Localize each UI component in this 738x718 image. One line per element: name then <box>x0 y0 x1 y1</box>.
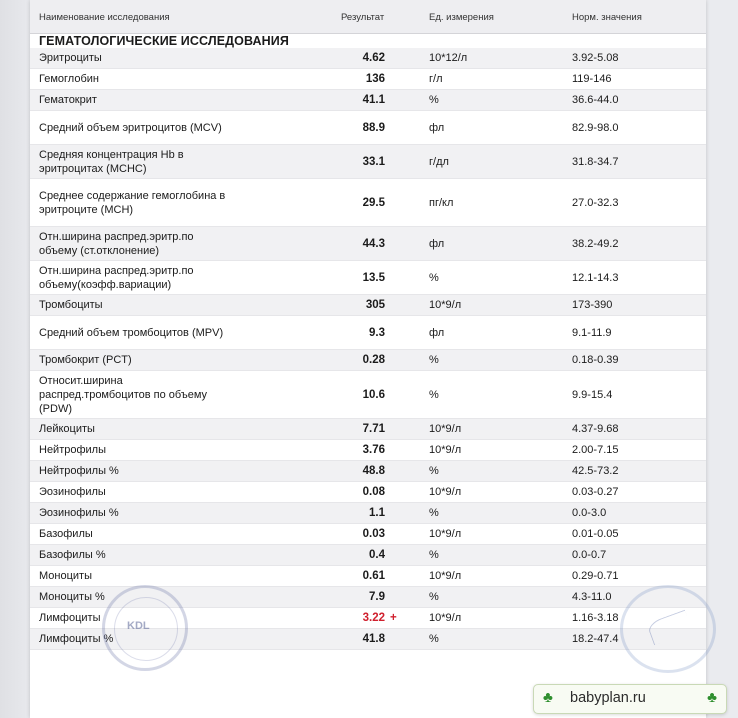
test-result: 10.6 <box>362 388 385 401</box>
test-name: Эозинофилы % <box>39 507 119 519</box>
test-name: Тромбокрит (PCT) <box>39 354 132 366</box>
test-unit: фл <box>429 121 445 134</box>
clover-icon: ♣ <box>543 689 553 706</box>
test-unit: % <box>429 271 439 284</box>
stamp-logo: KDL <box>127 620 150 632</box>
test-unit: г/дл <box>429 155 449 168</box>
reference-range: 0.29-0.71 <box>572 570 619 582</box>
table-row <box>30 482 706 503</box>
reference-range: 36.6-44.0 <box>572 94 619 106</box>
table-row <box>30 48 706 69</box>
test-result: 305 <box>365 299 385 311</box>
reference-range: 9.1-11.9 <box>572 326 612 339</box>
table-row <box>30 261 706 295</box>
test-unit: пг/кл <box>429 196 454 209</box>
test-result: 0.03 <box>362 528 385 540</box>
table-row <box>30 316 706 350</box>
test-name: Базофилы <box>39 528 93 540</box>
reference-range: 2.00-7.15 <box>572 444 619 456</box>
test-result: 13.5 <box>362 271 385 284</box>
test-unit: 10*9/л <box>429 444 462 456</box>
test-name: Тромбоциты <box>39 299 103 311</box>
test-result: 88.9 <box>362 121 385 134</box>
test-unit: % <box>429 633 439 645</box>
test-name: Относит.ширина распред.тромбоцитов по объему (PDW) <box>39 374 208 415</box>
test-unit: 10*9/л <box>429 528 462 540</box>
test-name: Моноциты <box>39 570 92 582</box>
table-row <box>30 524 706 545</box>
test-unit: 10*12/л <box>429 52 468 64</box>
test-result: 1.1 <box>369 507 385 519</box>
test-result: 4.62 <box>362 52 385 64</box>
section-title: ГЕМАТОЛОГИЧЕСКИЕ ИССЛЕДОВАНИЯ <box>39 34 289 48</box>
reference-range: 38.2-49.2 <box>572 237 619 250</box>
table-row <box>30 295 706 316</box>
header-result: Результат <box>341 12 385 23</box>
test-result: 0.08 <box>362 486 385 498</box>
test-name: Базофилы % <box>39 549 106 561</box>
lab-stamp <box>102 585 188 671</box>
test-unit: % <box>429 94 439 106</box>
clover-icon: ♣ <box>707 689 717 706</box>
test-result: 29.5 <box>362 196 385 209</box>
table-row <box>30 503 706 524</box>
test-unit: фл <box>429 326 445 339</box>
test-unit: 10*9/л <box>429 612 462 624</box>
table-row <box>30 440 706 461</box>
table-row <box>30 179 706 227</box>
test-name: Нейтрофилы <box>39 444 106 456</box>
table-row <box>30 90 706 111</box>
reference-range: 12.1-14.3 <box>572 271 619 284</box>
test-name: Лимфоциты % <box>39 633 114 645</box>
table-row <box>30 145 706 179</box>
reference-range: 18.2-47.4 <box>572 633 619 645</box>
test-unit: фл <box>429 237 445 250</box>
reference-range: 31.8-34.7 <box>572 155 619 168</box>
test-name: Лейкоциты <box>39 423 95 435</box>
test-name: Средний объем тромбоцитов (MPV) <box>39 326 224 339</box>
reference-range: 4.3-11.0 <box>572 591 612 603</box>
test-unit: % <box>429 388 439 401</box>
reference-range: 82.9-98.0 <box>572 121 619 134</box>
test-result: 41.8 <box>362 633 385 645</box>
test-name: Отн.ширина распред.эритр.по объему (ст.отклонение) <box>39 230 194 257</box>
test-result: 7.9 <box>369 591 385 603</box>
test-name: Эозинофилы <box>39 486 106 498</box>
reference-range: 3.92-5.08 <box>572 52 619 64</box>
doctor-signature-stamp <box>620 585 716 673</box>
header-name: Наименование исследования <box>39 12 170 23</box>
reference-range: 9.9-15.4 <box>572 388 613 401</box>
header-reference: Норм. значения <box>572 12 642 23</box>
test-result: 0.61 <box>362 570 385 582</box>
test-name: Средняя концентрация Hb в эритроцитах (MCHC) <box>39 148 184 175</box>
test-name: Моноциты % <box>39 591 105 603</box>
lab-report-page <box>30 0 706 718</box>
test-name: Среднее содержание гемоглобина в эритроците (MCH) <box>39 189 226 216</box>
test-result: 48.8 <box>362 465 385 477</box>
table-row <box>30 419 706 440</box>
table-row <box>30 545 706 566</box>
test-name: Средний объем эритроцитов (MCV) <box>39 121 222 134</box>
test-name: Гемоглобин <box>39 73 99 85</box>
reference-range: 1.16-3.18 <box>572 612 619 624</box>
reference-range: 27.0-32.3 <box>572 196 619 209</box>
page-background <box>0 0 30 718</box>
test-name: Нейтрофилы % <box>39 465 119 477</box>
reference-range: 0.0-3.0 <box>572 507 607 519</box>
test-result: 136 <box>365 73 385 85</box>
test-result: 3.22 <box>362 612 385 624</box>
table-row <box>30 371 706 419</box>
table-row <box>30 566 706 587</box>
test-result: 0.28 <box>362 354 385 366</box>
reference-range: 119-146 <box>572 73 612 85</box>
reference-range: 42.5-73.2 <box>572 465 619 477</box>
results-table <box>30 48 706 650</box>
test-unit: % <box>429 549 439 561</box>
reference-range: 0.01-0.05 <box>572 528 619 540</box>
test-result: 33.1 <box>362 155 385 168</box>
test-unit: % <box>429 354 439 366</box>
header-unit: Ед. измерения <box>429 12 494 23</box>
table-row <box>30 69 706 90</box>
test-unit: 10*9/л <box>429 486 462 498</box>
test-name: Лимфоциты <box>39 612 101 624</box>
test-name: Эритроциты <box>39 52 102 64</box>
test-result: 9.3 <box>369 326 385 339</box>
test-unit: 10*9/л <box>429 299 462 311</box>
test-unit: 10*9/л <box>429 423 462 435</box>
test-result: 0.4 <box>369 549 385 561</box>
watermark-site: babyplan.ru <box>570 690 646 706</box>
reference-range: 4.37-9.68 <box>572 423 619 435</box>
test-name: Гематокрит <box>39 94 97 106</box>
watermark-badge[interactable] <box>533 684 727 714</box>
test-result: 3.76 <box>362 444 385 456</box>
test-unit: % <box>429 507 439 519</box>
table-row <box>30 111 706 145</box>
test-result: 44.3 <box>362 237 385 250</box>
table-row <box>30 227 706 261</box>
test-unit: % <box>429 591 439 603</box>
reference-range: 0.0-0.7 <box>572 549 607 561</box>
table-row <box>30 350 706 371</box>
test-unit: г/л <box>429 73 443 85</box>
test-result: 41.1 <box>362 94 385 106</box>
reference-range: 0.03-0.27 <box>572 486 619 498</box>
test-result: 7.71 <box>362 423 385 435</box>
reference-range: 173-390 <box>572 299 613 311</box>
table-row <box>30 461 706 482</box>
test-unit: % <box>429 465 439 477</box>
test-unit: 10*9/л <box>429 570 462 582</box>
table-header <box>30 0 706 34</box>
test-name: Отн.ширина распред.эритр.по объему(коэфф.вариации) <box>39 264 194 291</box>
reference-range: 0.18-0.39 <box>572 354 619 366</box>
abnormal-flag: + <box>390 612 397 624</box>
